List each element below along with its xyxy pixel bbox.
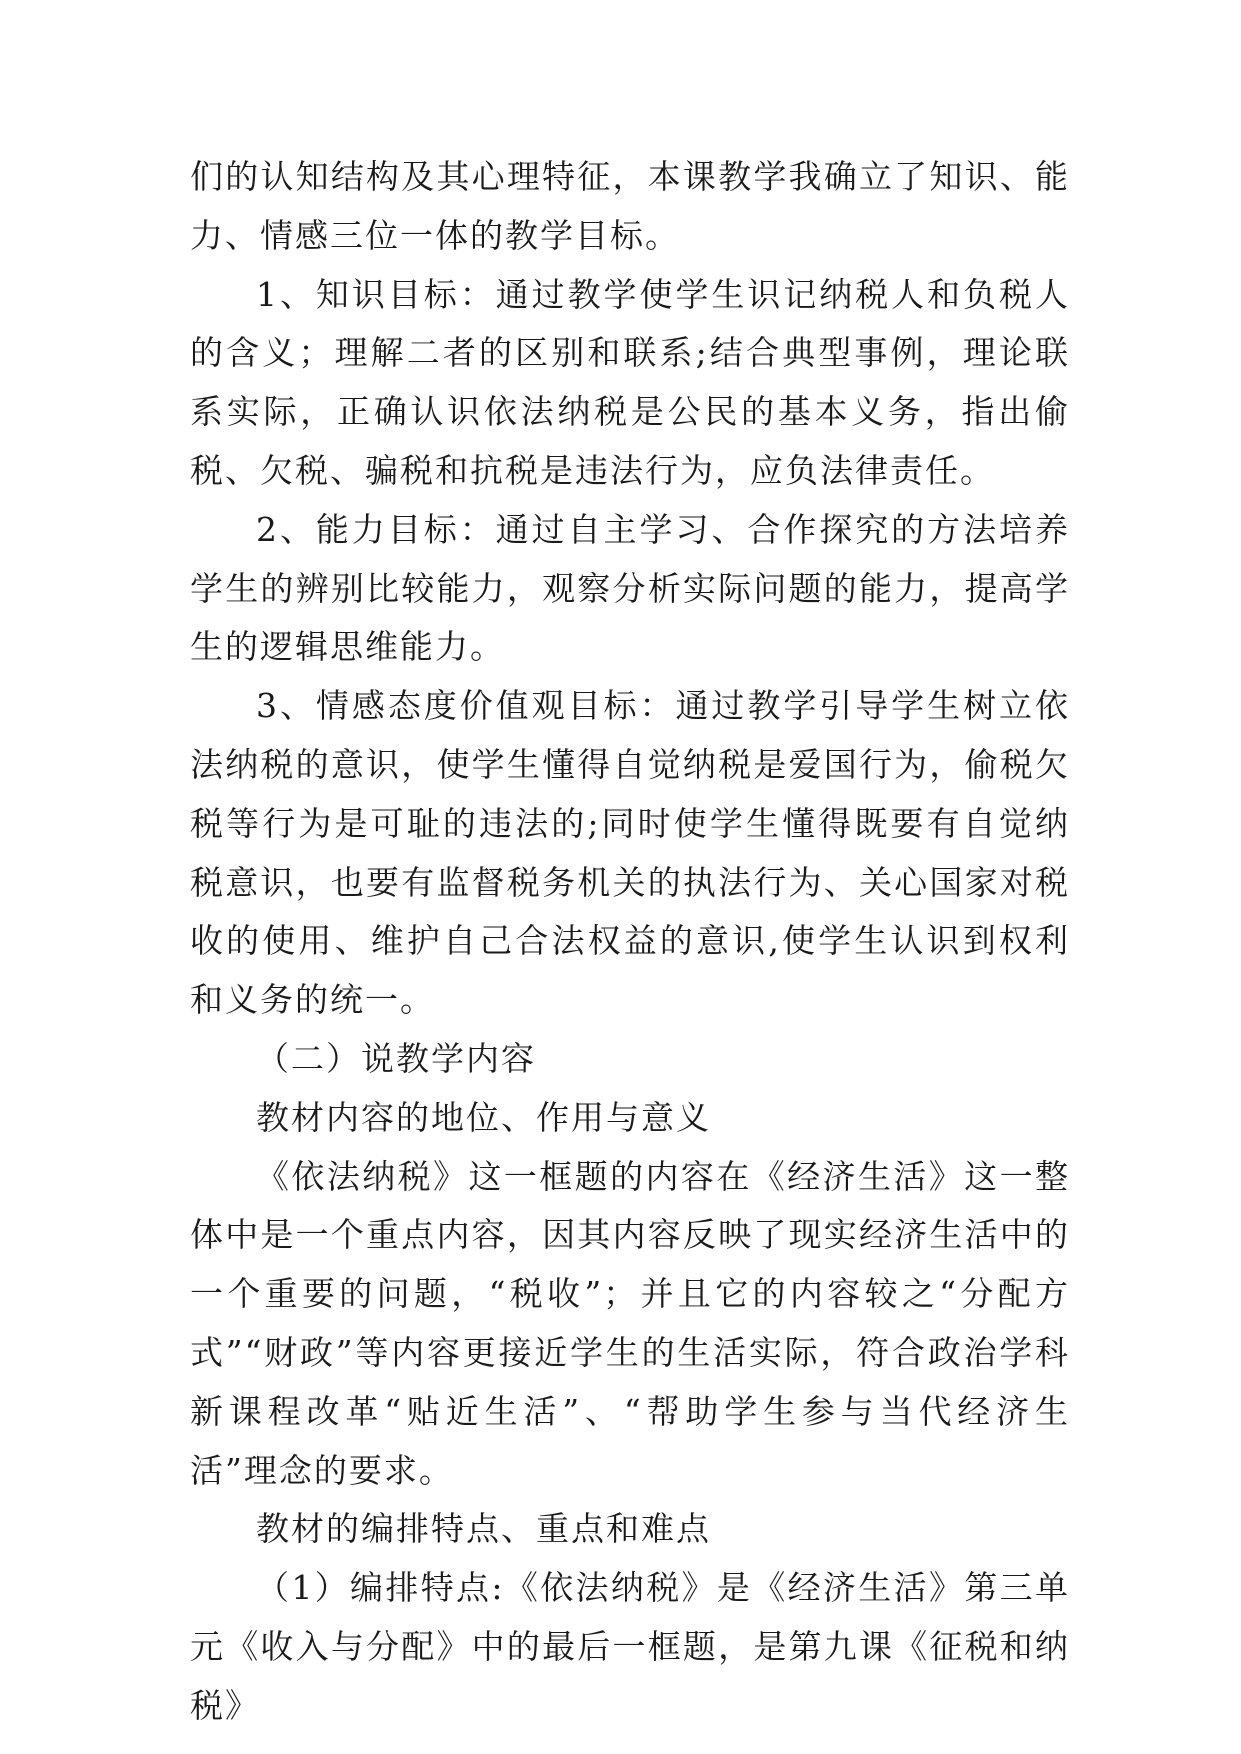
paragraph-teaching-goals-intro: 们的认知结构及其心理特征，本课教学我确立了知识、能力、情感三位一体的教学目标。 xyxy=(190,157,1070,255)
subheading-textbook-features: 教材的编排特点、重点和难点 xyxy=(256,1509,711,1549)
paragraph-arrangement-features: （1）编排特点:《依法纳税》是《经济生活》第三单元《收入与分配》中的最后一框题，是第九课《征税和纳税》 xyxy=(190,1568,1070,1725)
paragraph-knowledge-goal: 1、知识目标：通过教学使学生识记纳税人和负税人的含义；理解二者的区别和联系;结合典型事例，理论联系实际，正确认识依法纳税是公民的基本义务，指出偷税、欠税、骗税和抗税是违法行为，应负法律责任。 xyxy=(190,274,1070,490)
section-heading-teaching-content: （二）说教学内容 xyxy=(256,1038,536,1078)
subheading-textbook-position: 教材内容的地位、作用与意义 xyxy=(256,1097,711,1137)
paragraph-ability-goal: 2、能力目标：通过自主学习、合作探究的方法培养学生的辨别比较能力，观察分析实际问题的能力，提高学生的逻辑思维能力。 xyxy=(190,509,1070,667)
paragraph-emotion-goal: 3、情感态度价值观目标：通过教学引导学生树立依法纳税的意识，使学生懂得自觉纳税是爱国行为，偷税欠税等行为是可耻的违法的;同时使学生懂得既要有自觉纳税意识，也要有监督税务机关的执法行为、关心国家对税收的使用、维护自己合法权益的意识,使学生认识到权利和义务的统一。 xyxy=(190,686,1070,1020)
document-body xyxy=(190,148,1070,1736)
paragraph-textbook-position: 《依法纳税》这一框题的内容在《经济生活》这一整体中是一个重点内容，因其内容反映了现实经济生活中的一个重要的问题，“税收”；并且它的内容较之“分配方式”“财政”等内容更接近学生的生活实际，符合政治学科新课程改革“贴近生活”、“帮助学生参与当代经济生活”理念的要求。 xyxy=(190,1156,1070,1490)
